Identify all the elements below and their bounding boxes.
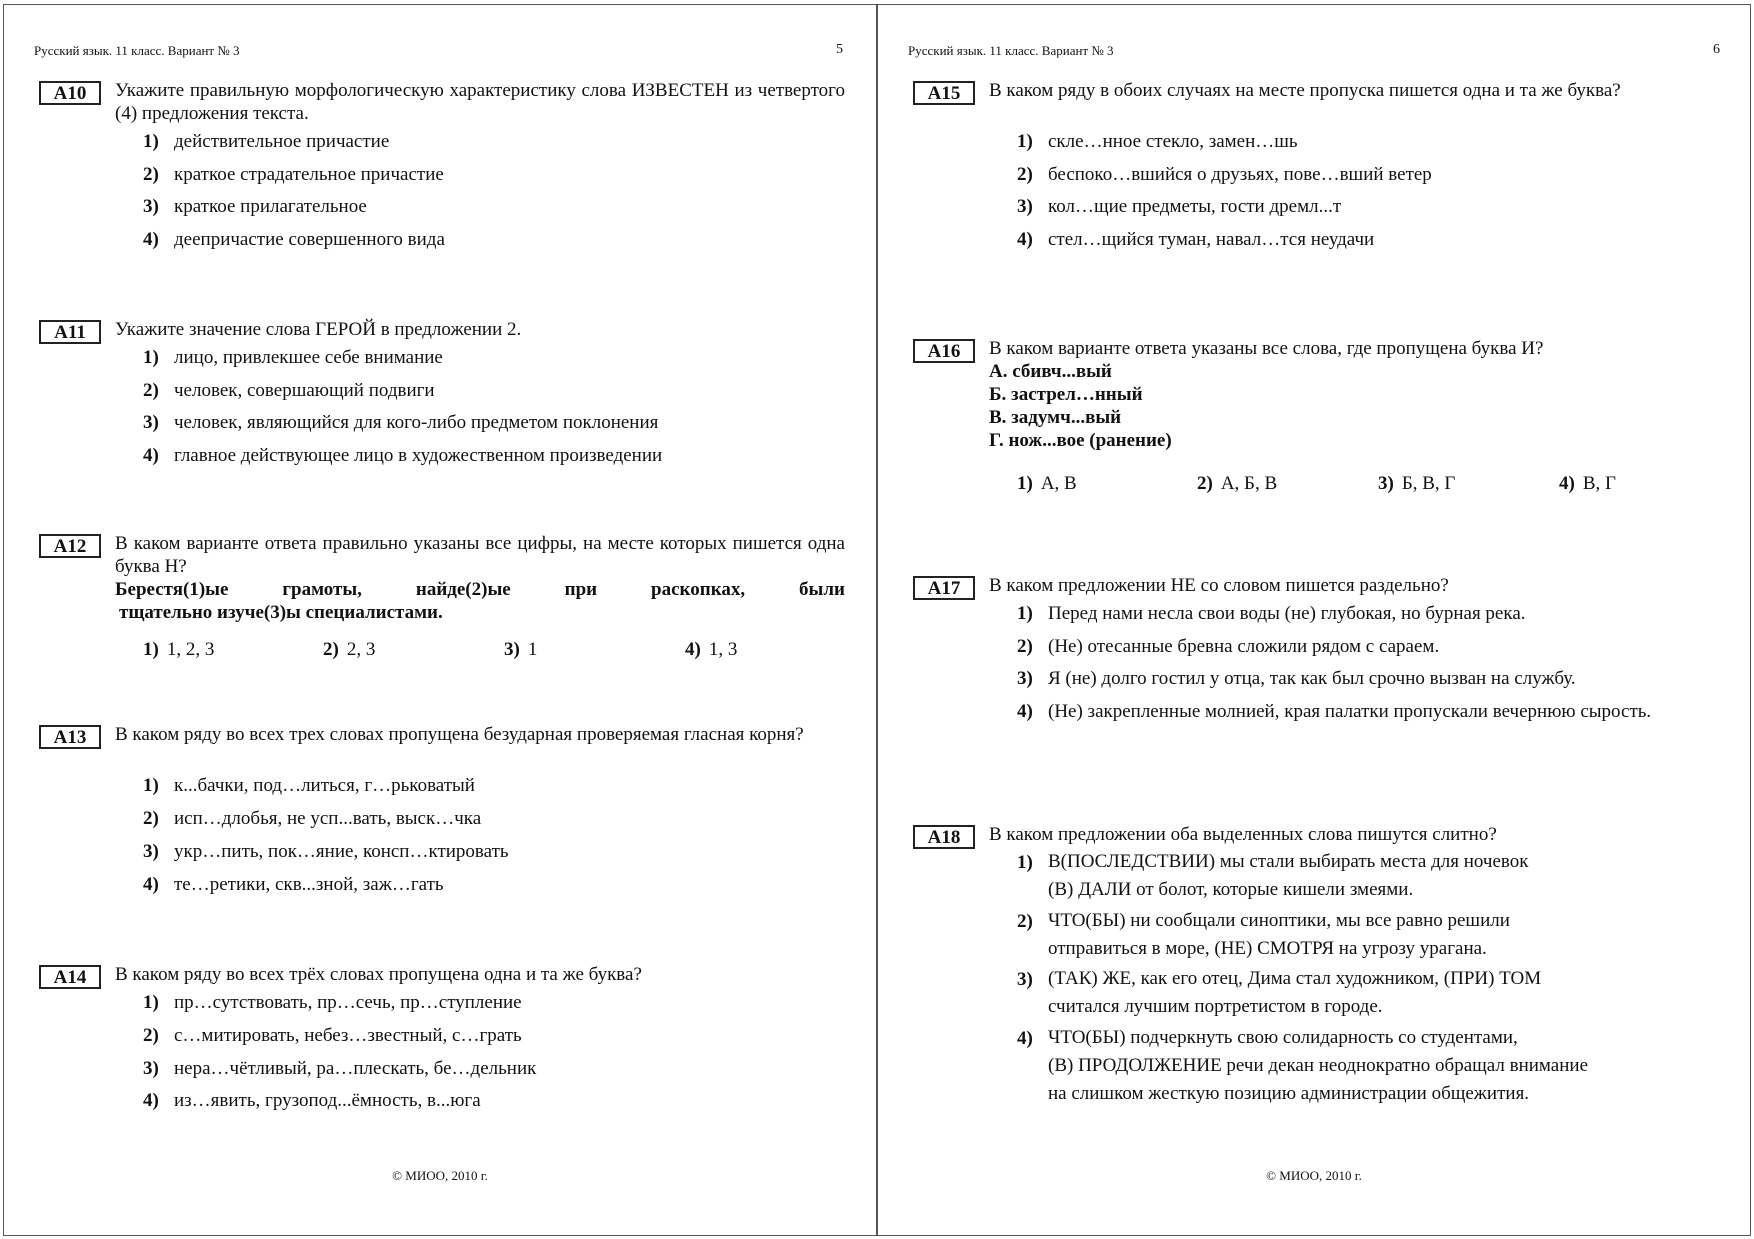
option-text: нера…чётливый, ра…плескать, бе…дельник <box>174 1058 537 1079</box>
task-label: А18 <box>913 825 975 849</box>
option-number: 2) <box>143 380 159 401</box>
question-stem: В каком ряду во всех трёх словах пропущена одна и та же буква? <box>115 964 642 985</box>
running-header: Русский язык. 11 класс. Вариант № 3 <box>34 43 240 58</box>
option-line: ЧТО(БЫ) подчеркнуть свою солидарность со студентами, <box>1048 1027 1518 1048</box>
option-text: исп…длобья, не усп...вать, выск…чка <box>174 808 482 829</box>
option-line: считался лучшим портретистом в городе. <box>1048 996 1383 1017</box>
running-header: Русский язык. 11 класс. Вариант № 3 <box>908 43 1114 58</box>
option-number: 1) <box>1017 852 1033 873</box>
question-stem: В каком предложении НЕ со словом пишется раздельно? <box>989 575 1449 596</box>
option-text <box>1048 965 1719 1021</box>
page-number: 5 <box>836 42 843 57</box>
task-label: А14 <box>39 965 101 989</box>
task-label: А12 <box>39 534 101 558</box>
option-text: стел…щийся туман, навал…тся неудачи <box>1048 229 1375 250</box>
word-item: А. сбивч...вый <box>989 361 1112 382</box>
option-text: кол…щие предметы, гости дремл...т <box>1048 196 1342 217</box>
option-number: 4) <box>1017 1028 1033 1049</box>
option-number: 4) <box>143 874 159 895</box>
option-line: ЧТО(БЫ) ни сообщали синоптики, мы все равно решили <box>1048 910 1510 931</box>
answer-option <box>1197 472 1277 495</box>
option-number: 2) <box>1197 473 1213 494</box>
option-text: 1, 2, 3 <box>166 639 215 660</box>
option-number: 2) <box>1017 911 1033 932</box>
option-text: Перед нами несла свои воды (не) глубокая, но бурная река. <box>1048 603 1526 624</box>
option-number: 1) <box>1017 473 1033 494</box>
question-text <box>989 823 1719 846</box>
task-label: А10 <box>39 81 101 105</box>
answer-option <box>1559 472 1616 495</box>
option-text <box>1048 848 1719 904</box>
option-line: (В) ПРОДОЛЖЕНИЕ речи декан неоднократно обращал внимание <box>1048 1055 1588 1076</box>
word-item: Г. нож...вое (ранение) <box>989 430 1172 451</box>
option-text: из…явить, грузопод...ёмность, в...юга <box>174 1090 481 1111</box>
option-text: краткое прилагательное <box>174 196 367 217</box>
option-number: 3) <box>143 841 159 862</box>
option-text: краткое страдательное причастие <box>174 164 444 185</box>
option-text: 1 <box>527 639 538 660</box>
task-label: А17 <box>913 576 975 600</box>
option-number: 4) <box>1559 473 1575 494</box>
question-stem: Укажите значение слова ГЕРОЙ в предложении 2. <box>115 319 522 340</box>
option-line: отправиться в море, (НЕ) СМОТРЯ на угрозу урагана. <box>1048 938 1487 959</box>
option-number: 1) <box>143 639 159 660</box>
question-text <box>989 79 1719 102</box>
option-number: 2) <box>143 808 159 829</box>
option-number: 3) <box>1017 969 1033 990</box>
option-number: 2) <box>143 1025 159 1046</box>
option-number: 3) <box>143 412 159 433</box>
question-text <box>115 723 845 746</box>
option-text: В, Г <box>1582 473 1616 494</box>
word-item: В. задумч...вый <box>989 407 1122 428</box>
option-number: 4) <box>1017 701 1033 722</box>
question-text <box>115 79 845 125</box>
option-text: с…митировать, небез…звестный, с…грать <box>174 1025 522 1046</box>
sentence-line: тщательно изуче(3)ы специалистами. <box>119 602 443 623</box>
option-number: 2) <box>323 639 339 660</box>
option-text: А, Б, В <box>1220 473 1278 494</box>
option-text: лицо, привлекшее себе внимание <box>174 347 443 368</box>
option-number: 3) <box>143 1058 159 1079</box>
option-text: человек, совершающий подвиги <box>174 380 435 401</box>
task-label: А13 <box>39 725 101 749</box>
option-number: 4) <box>143 229 159 250</box>
page-right <box>877 4 1751 1236</box>
option-number: 2) <box>1017 164 1033 185</box>
option-number: 2) <box>1017 636 1033 657</box>
option-text: Я (не) долго гостил у отца, так как был срочно вызван на службу. <box>1048 668 1576 689</box>
question-stem: В каком варианте ответа правильно указаны все цифры, на месте которых пишется одна буква Н? <box>115 533 845 577</box>
option-number: 3) <box>504 639 520 660</box>
option-text: (Не) отесанные бревна сложили рядом с сараем. <box>1048 636 1440 657</box>
option-line: (В) ДАЛИ от болот, которые кишели змеями. <box>1048 879 1414 900</box>
option-number: 1) <box>1017 131 1033 152</box>
option-text: А, В <box>1040 473 1077 494</box>
question-stem: В каком ряду во всех трех словах пропущена безударная проверяемая гласная корня? <box>115 724 804 745</box>
option-number: 3) <box>1017 196 1033 217</box>
answer-option <box>1017 472 1077 495</box>
answer-option <box>143 638 214 661</box>
option-text: деепричастие совершенного вида <box>174 229 445 250</box>
option-text: главное действующее лицо в художественном произведении <box>174 445 663 466</box>
option-line: В(ПОСЛЕДСТВИИ) мы стали выбирать места для ночевок <box>1048 851 1529 872</box>
task-label: А11 <box>39 320 101 344</box>
option-number: 2) <box>143 164 159 185</box>
option-number: 1) <box>143 131 159 152</box>
option-text: пр…сутствовать, пр…сечь, пр…ступление <box>174 992 522 1013</box>
task-label: А16 <box>913 339 975 363</box>
option-text: человек, являющийся для кого-либо предметом поклонения <box>174 412 659 433</box>
page-footer: © МИОО, 2010 г. <box>1266 1168 1362 1183</box>
answer-option <box>323 638 375 661</box>
option-number: 3) <box>1378 473 1394 494</box>
option-line: на слишком жесткую позицию администрации общежития. <box>1048 1083 1530 1104</box>
option-number: 1) <box>143 992 159 1013</box>
page-footer: © МИОО, 2010 г. <box>392 1168 488 1183</box>
option-number: 4) <box>685 639 701 660</box>
option-text: беспоко…вшийся о друзьях, пове…вший ветер <box>1048 164 1432 185</box>
question-stem: Укажите правильную морфологическую характеристику слова ИЗВЕСТЕН из четвертого (4) предложения текста. <box>115 80 845 124</box>
option-number: 1) <box>143 775 159 796</box>
answer-option <box>504 638 537 661</box>
option-number: 4) <box>143 1090 159 1111</box>
option-number: 1) <box>1017 603 1033 624</box>
word-item: Б. застрел…нный <box>989 384 1143 405</box>
option-number: 3) <box>1017 668 1033 689</box>
option-text: 1, 3 <box>708 639 738 660</box>
question-text <box>115 532 845 624</box>
option-line: (ТАК) ЖЕ, как его отец, Дима стал художником, (ПРИ) ТОМ <box>1048 968 1542 989</box>
question-text <box>989 574 1719 597</box>
option-text: к...бачки, под…литься, г…рьковатый <box>174 775 475 796</box>
option-text: Б, В, Г <box>1401 473 1456 494</box>
question-text <box>989 337 1719 452</box>
option-text: 2, 3 <box>346 639 376 660</box>
option-number: 4) <box>143 445 159 466</box>
option-number: 4) <box>1017 229 1033 250</box>
option-number: 3) <box>143 196 159 217</box>
option-text: действительное причастие <box>174 131 390 152</box>
option-text: (Не) закрепленные молнией, края палатки пропускали вечернюю сырость. <box>1048 701 1652 722</box>
option-text: те…ретики, скв...зной, заж…гать <box>174 874 444 895</box>
option-text: укр…пить, пок…яние, консп…ктировать <box>174 841 509 862</box>
option-number: 1) <box>143 347 159 368</box>
page-number: 6 <box>1713 42 1720 57</box>
question-stem: В каком предложении оба выделенных слова пишутся слитно? <box>989 824 1497 845</box>
question-text <box>115 963 845 986</box>
question-stem: В каком варианте ответа указаны все слова, где пропущена буква И? <box>989 338 1544 359</box>
option-text <box>1048 1024 1719 1108</box>
option-text: скле…нное стекло, замен…шь <box>1048 131 1298 152</box>
sentence-line: Берестя(1)ые грамоты, найде(2)ые при раскопках, были <box>115 579 845 600</box>
option-text <box>1048 907 1719 963</box>
answer-option <box>1378 472 1455 495</box>
question-text <box>115 318 845 341</box>
page-left <box>3 4 877 1236</box>
question-stem: В каком ряду в обоих случаях на месте пропуска пишется одна и та же буква? <box>989 80 1621 101</box>
task-label: А15 <box>913 81 975 105</box>
answer-option <box>685 638 737 661</box>
